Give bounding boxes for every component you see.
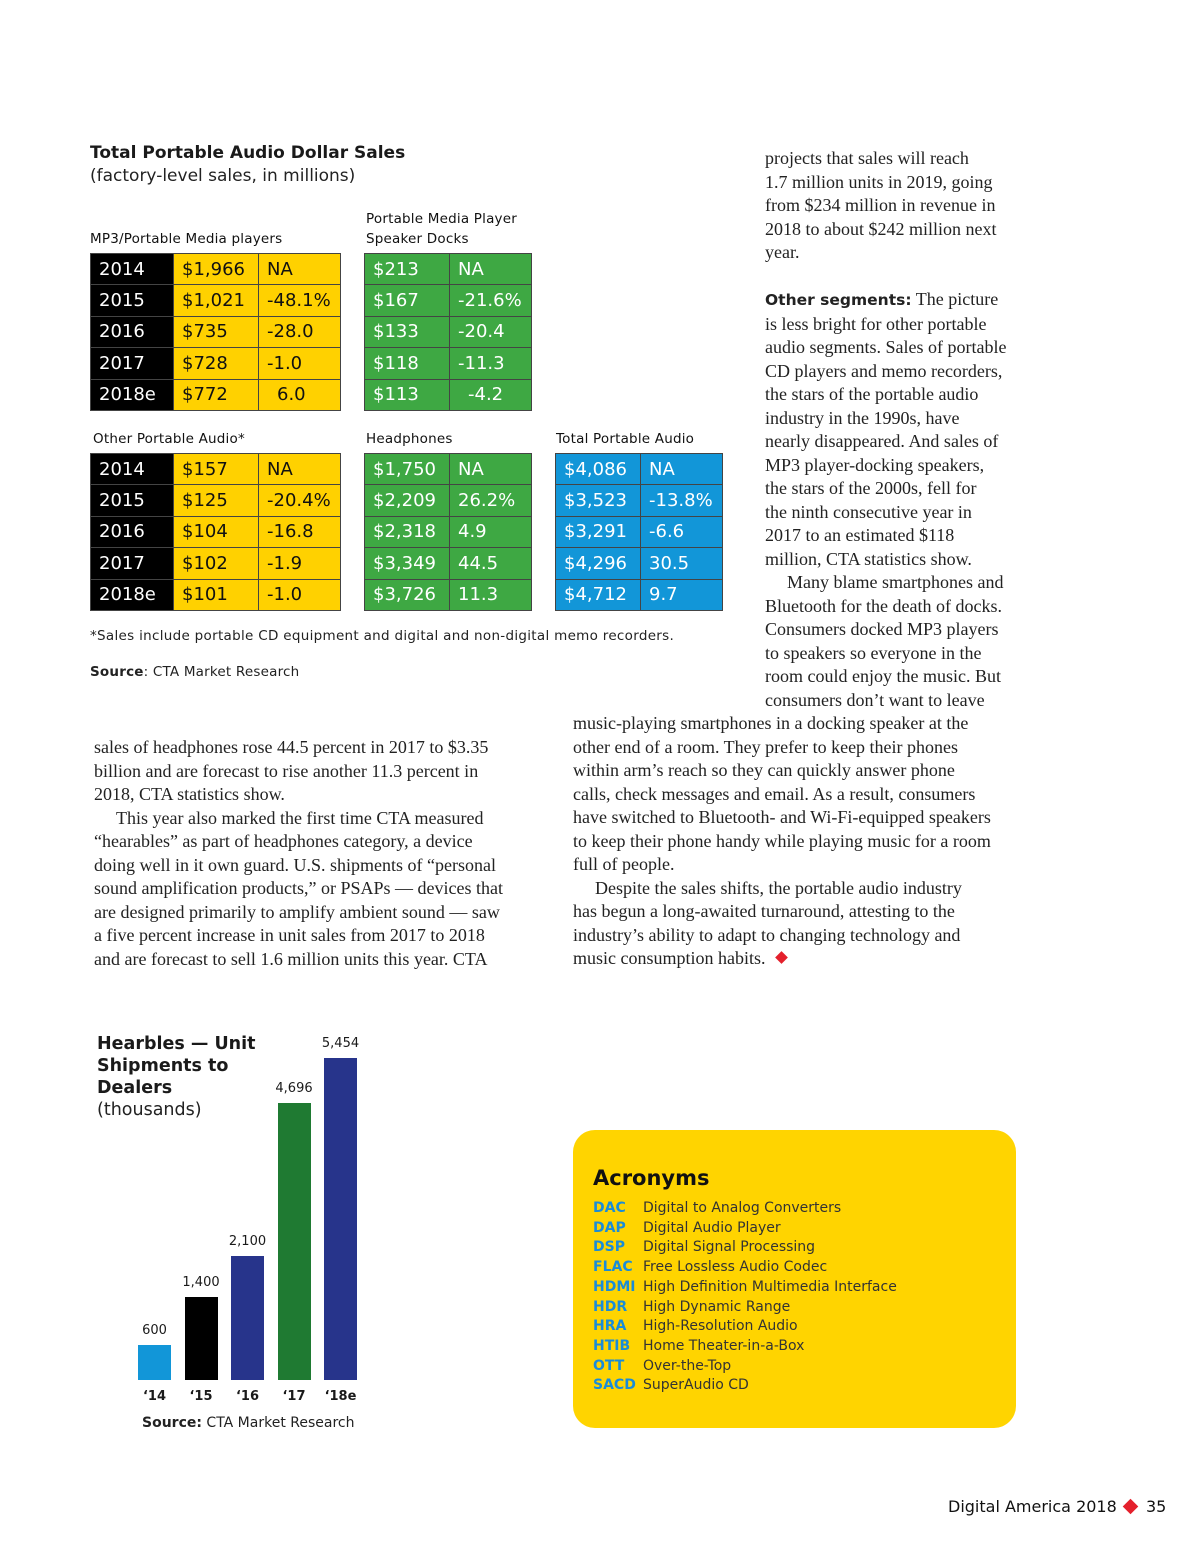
acronym-row bbox=[593, 1317, 897, 1337]
other-table-label: Other Portable Audio* bbox=[93, 431, 245, 447]
change-cell: -1.0 bbox=[259, 348, 341, 379]
chart-title bbox=[97, 1033, 255, 1099]
table-row bbox=[91, 579, 341, 610]
mp3-table-label: MP3/Portable Media players bbox=[90, 231, 283, 247]
change-cell: 26.2% bbox=[450, 485, 532, 516]
year-cell: 2018e bbox=[91, 379, 174, 410]
tables-source-label: Source bbox=[90, 664, 144, 680]
year-cell: 2015 bbox=[91, 485, 174, 516]
other-segments-section bbox=[765, 288, 1035, 712]
text-line: sound amplification products,” or PSAPs — devices that bbox=[94, 878, 503, 898]
acronym-definition: High Definition Multimedia Interface bbox=[643, 1278, 897, 1295]
text-line: doing well in it own guard. U.S. shipments of “personal bbox=[94, 854, 496, 875]
text-fragment: music consumption habits. bbox=[573, 948, 766, 968]
table-row bbox=[365, 516, 532, 547]
acronym-row bbox=[593, 1357, 897, 1377]
text-line: Bluetooth for the death of docks. bbox=[765, 595, 1002, 616]
change-cell: -4.2 bbox=[450, 379, 532, 410]
bar-1 bbox=[185, 1297, 218, 1380]
chart-title-line: Hearbles — Unit bbox=[97, 1034, 256, 1054]
change-cell: 44.5 bbox=[450, 548, 532, 579]
text-line: million, CTA statistics show. bbox=[765, 548, 972, 569]
publication-title: Digital America 2018 bbox=[948, 1497, 1117, 1516]
value-cell: $213 bbox=[365, 254, 450, 285]
acronym-definition: High Dynamic Range bbox=[643, 1298, 791, 1315]
value-cell: $2,209 bbox=[365, 485, 450, 516]
acronym-code: DSP bbox=[593, 1239, 625, 1256]
table-row bbox=[556, 485, 723, 516]
text-line: and are forecast to sell 1.6 million units this year. CTA bbox=[94, 948, 488, 969]
acronym-code: HDR bbox=[593, 1298, 628, 1315]
text-line: “hearables” as part of headphones category, a device bbox=[94, 831, 473, 851]
acronym-definition: Over-the-Top bbox=[643, 1357, 732, 1374]
acronym-code: SACD bbox=[593, 1377, 636, 1394]
change-cell: NA bbox=[259, 254, 341, 285]
bar-category-label: ‘15 bbox=[189, 1389, 213, 1404]
bar-value-label: 600 bbox=[142, 1322, 167, 1338]
acronym-definition: SuperAudio CD bbox=[643, 1377, 749, 1394]
table-row bbox=[91, 348, 341, 379]
chart-subtitle: (thousands) bbox=[97, 1100, 202, 1120]
bar-0 bbox=[138, 1345, 171, 1380]
table-row bbox=[556, 548, 723, 579]
change-cell: -13.8% bbox=[641, 485, 723, 516]
change-cell: -11.3 bbox=[450, 348, 532, 379]
year-cell: 2015 bbox=[91, 285, 174, 316]
mp3-table-body bbox=[91, 254, 341, 411]
text-line bbox=[765, 288, 1035, 313]
text-line: is less bright for other portable bbox=[765, 313, 987, 334]
text-line: Consumers docked MP3 players bbox=[765, 619, 999, 639]
text-line: to keep their phone handy while playing music for a room bbox=[573, 830, 991, 851]
text-line: sales of headphones rose 44.5 percent in 2017 to $3.35 bbox=[94, 737, 489, 757]
total-table bbox=[555, 453, 723, 611]
bar-category-label: ‘16 bbox=[235, 1389, 260, 1404]
text-line: full of people. bbox=[573, 854, 675, 874]
table-row bbox=[365, 348, 532, 379]
year-cell: 2018e bbox=[91, 579, 174, 610]
docks-table-label-2: Speaker Docks bbox=[366, 231, 469, 247]
table-row bbox=[365, 254, 532, 285]
change-cell: -20.4 bbox=[450, 316, 532, 347]
text-line: room could enjoy the music. But bbox=[765, 666, 1001, 686]
text-line: a five percent increase in unit sales from 2017 to 2018 bbox=[94, 925, 485, 945]
acronym-code: DAC bbox=[593, 1200, 626, 1216]
bar-value-label: 2,100 bbox=[228, 1234, 267, 1250]
value-cell: $118 bbox=[365, 348, 450, 379]
text-line: This year also marked the first time CTA measured bbox=[116, 807, 484, 828]
acronym-definition: Digital to Analog Converters bbox=[643, 1200, 842, 1216]
value-cell: $1,750 bbox=[365, 454, 450, 485]
docks-table-body bbox=[365, 254, 532, 411]
year-cell: 2016 bbox=[91, 516, 174, 547]
acronym-code: HDMI bbox=[593, 1278, 636, 1295]
text-line: the ninth consecutive year in bbox=[765, 501, 972, 522]
value-cell: $125 bbox=[174, 485, 259, 516]
change-cell: -6.6 bbox=[641, 516, 723, 547]
change-cell: -48.1% bbox=[259, 285, 341, 316]
bar-category-label: ‘14 bbox=[142, 1389, 167, 1404]
text-line: industry in the 1990s, have bbox=[765, 407, 960, 428]
acronym-row bbox=[593, 1337, 897, 1357]
bar-category-label: ‘17 bbox=[282, 1389, 306, 1404]
table-row bbox=[556, 454, 723, 485]
tables-title: Total Portable Audio Dollar Sales bbox=[90, 143, 406, 163]
text-line: projects that sales will reach bbox=[765, 148, 969, 168]
acronym-code: FLAC bbox=[593, 1259, 633, 1276]
year-cell: 2017 bbox=[91, 348, 174, 379]
acronyms-title: Acronyms bbox=[593, 1166, 710, 1190]
table-row bbox=[91, 285, 341, 316]
change-cell: -1.0 bbox=[259, 579, 341, 610]
text-line: audio segments. Sales of portable bbox=[765, 337, 1007, 357]
change-cell: -21.6% bbox=[450, 285, 532, 316]
right-column-intro bbox=[765, 147, 1035, 265]
value-cell: $102 bbox=[174, 548, 259, 579]
text-line: nearly disappeared. And sales of bbox=[765, 431, 999, 451]
text-line: 2017 to an estimated $118 bbox=[765, 525, 955, 545]
table-row bbox=[365, 316, 532, 347]
acronym-code: OTT bbox=[593, 1357, 625, 1374]
value-cell: $167 bbox=[365, 285, 450, 316]
value-cell: $4,086 bbox=[556, 454, 641, 485]
text-line: has begun a long-awaited turnaround, attesting to the bbox=[573, 901, 955, 921]
total-table-body bbox=[556, 454, 723, 611]
mp3-table bbox=[90, 253, 341, 411]
table-row bbox=[91, 379, 341, 410]
text-line: industry’s ability to adapt to changing technology and bbox=[573, 924, 961, 945]
other-table bbox=[90, 453, 341, 611]
page-footer bbox=[948, 1497, 1166, 1516]
acronym-definition: Digital Signal Processing bbox=[643, 1239, 816, 1256]
left-column-text bbox=[94, 736, 534, 971]
chart-source bbox=[142, 1415, 354, 1431]
acronym-row bbox=[593, 1199, 897, 1219]
chart-title-line: Shipments to bbox=[97, 1056, 229, 1076]
year-cell: 2016 bbox=[91, 316, 174, 347]
acronym-definition: High-Resolution Audio bbox=[643, 1318, 798, 1335]
text-line: within arm’s reach so they can quickly answer phone bbox=[573, 760, 955, 780]
bar-category-label: ‘18e bbox=[324, 1389, 357, 1404]
text-line: Many blame smartphones and bbox=[787, 572, 1004, 592]
total-table-label: Total Portable Audio bbox=[556, 431, 695, 447]
value-cell: $2,318 bbox=[365, 516, 450, 547]
acronym-row bbox=[593, 1219, 897, 1239]
text-fragment: The picture bbox=[911, 289, 999, 309]
end-diamond-icon bbox=[775, 951, 788, 964]
other-segments-heading: Other segments: bbox=[765, 291, 912, 309]
value-cell: $728 bbox=[174, 348, 259, 379]
text-line: MP3 player-docking speakers, bbox=[765, 454, 985, 475]
change-cell: -28.0 bbox=[259, 316, 341, 347]
text-line: other end of a room. They prefer to keep their phones bbox=[573, 736, 959, 757]
year-cell: 2014 bbox=[91, 254, 174, 285]
table-row bbox=[365, 379, 532, 410]
value-cell: $3,726 bbox=[365, 579, 450, 610]
docks-table-label-1: Portable Media Player bbox=[366, 211, 517, 227]
text-line: CD players and memo recorders, bbox=[765, 360, 1003, 381]
acronym-definition: Free Lossless Audio Codec bbox=[643, 1259, 828, 1276]
chart-source-text: CTA Market Research bbox=[201, 1415, 355, 1431]
text-line: the stars of the portable audio bbox=[765, 384, 979, 404]
value-cell: $735 bbox=[174, 316, 259, 347]
year-cell: 2014 bbox=[91, 454, 174, 485]
text-line: consumers don’t want to leave bbox=[765, 689, 985, 710]
change-cell: NA bbox=[259, 454, 341, 485]
value-cell: $4,712 bbox=[556, 579, 641, 610]
text-line: to speakers so everyone in the bbox=[765, 642, 982, 663]
value-cell: $157 bbox=[174, 454, 259, 485]
acronym-row bbox=[593, 1258, 897, 1278]
change-cell: 11.3 bbox=[450, 579, 532, 610]
headphones-table-body bbox=[365, 454, 532, 611]
acronym-code: DAP bbox=[593, 1219, 626, 1236]
value-cell: $3,349 bbox=[365, 548, 450, 579]
value-cell: $133 bbox=[365, 316, 450, 347]
acronyms-box bbox=[573, 1130, 1016, 1428]
value-cell: $1,021 bbox=[174, 285, 259, 316]
acronym-code: HRA bbox=[593, 1318, 627, 1335]
table-row bbox=[365, 454, 532, 485]
headphones-table bbox=[364, 453, 532, 611]
other-table-body bbox=[91, 454, 341, 611]
text-line: Despite the sales shifts, the portable audio industry bbox=[595, 877, 962, 898]
acronym-definition: Home Theater-in-a-Box bbox=[643, 1337, 805, 1354]
acronym-code: HTIB bbox=[593, 1337, 631, 1354]
table-row bbox=[556, 579, 723, 610]
change-cell: 6.0 bbox=[259, 379, 341, 410]
text-line: the stars of the 2000s, fell for bbox=[765, 478, 977, 498]
table-row bbox=[556, 516, 723, 547]
text-line: from $234 million in revenue in bbox=[765, 195, 996, 215]
text-line: music-playing smartphones in a docking speaker at the bbox=[573, 713, 969, 733]
value-cell: $113 bbox=[365, 379, 450, 410]
page-number: 35 bbox=[1145, 1497, 1167, 1516]
tables-subtitle: (factory-level sales, in millions) bbox=[90, 166, 356, 186]
change-cell: NA bbox=[450, 254, 532, 285]
text-line: billion and are forecast to rise another 11.3 percent in bbox=[94, 760, 479, 781]
text-line: 2018, CTA statistics show. bbox=[94, 784, 285, 804]
value-cell: $1,966 bbox=[174, 254, 259, 285]
year-cell: 2017 bbox=[91, 548, 174, 579]
table-row bbox=[91, 316, 341, 347]
tables-source-text: : CTA Market Research bbox=[143, 664, 300, 680]
text-line: 2018 to about $242 million next bbox=[765, 218, 997, 239]
chart-title-line: Dealers bbox=[97, 1078, 173, 1098]
bar-3 bbox=[278, 1103, 311, 1380]
value-cell: $101 bbox=[174, 579, 259, 610]
change-cell: 9.7 bbox=[641, 579, 723, 610]
acronym-row bbox=[593, 1298, 897, 1318]
value-cell: $3,291 bbox=[556, 516, 641, 547]
change-cell: -20.4% bbox=[259, 485, 341, 516]
change-cell: 4.9 bbox=[450, 516, 532, 547]
table-row bbox=[365, 548, 532, 579]
table-row bbox=[91, 548, 341, 579]
acronym-definition: Digital Audio Player bbox=[643, 1219, 781, 1236]
value-cell: $772 bbox=[174, 379, 259, 410]
table-row bbox=[91, 454, 341, 485]
chart-source-label: Source: bbox=[142, 1415, 202, 1431]
change-cell: -1.9 bbox=[259, 548, 341, 579]
text-line: are designed primarily to amplify ambient sound — saw bbox=[94, 901, 500, 922]
footer-diamond-icon bbox=[1123, 1499, 1139, 1515]
bar-2 bbox=[231, 1256, 264, 1380]
table-row bbox=[91, 254, 341, 285]
table-row bbox=[365, 579, 532, 610]
change-cell: NA bbox=[450, 454, 532, 485]
acronym-row bbox=[593, 1376, 897, 1396]
change-cell: -16.8 bbox=[259, 516, 341, 547]
table-row bbox=[91, 485, 341, 516]
bar-value-label: 4,696 bbox=[275, 1080, 313, 1096]
table-row bbox=[91, 516, 341, 547]
value-cell: $4,296 bbox=[556, 548, 641, 579]
table-row bbox=[365, 485, 532, 516]
change-cell: 30.5 bbox=[641, 548, 723, 579]
text-line: have switched to Bluetooth- and Wi-Fi-equipped speakers bbox=[573, 807, 991, 827]
value-cell: $104 bbox=[174, 516, 259, 547]
bar-4 bbox=[324, 1058, 357, 1380]
text-line bbox=[573, 947, 1033, 971]
table-row bbox=[365, 285, 532, 316]
text-line: calls, check messages and email. As a result, consumers bbox=[573, 783, 976, 804]
bar-value-label: 5,454 bbox=[321, 1036, 360, 1051]
bar-value-label: 1,400 bbox=[182, 1275, 220, 1291]
tables-source bbox=[90, 664, 299, 680]
docks-table bbox=[364, 253, 532, 411]
change-cell: NA bbox=[641, 454, 723, 485]
lower-right-text bbox=[573, 712, 1033, 971]
text-line: year. bbox=[765, 242, 800, 262]
headphones-table-label: Headphones bbox=[366, 431, 453, 447]
tables-footnote: *Sales include portable CD equipment and digital and non-digital memo recorders. bbox=[90, 628, 675, 644]
acronym-row bbox=[593, 1238, 897, 1258]
text-line: 1.7 million units in 2019, going bbox=[765, 171, 993, 192]
value-cell: $3,523 bbox=[556, 485, 641, 516]
acronym-row bbox=[593, 1278, 897, 1298]
acronyms-list bbox=[593, 1199, 897, 1396]
